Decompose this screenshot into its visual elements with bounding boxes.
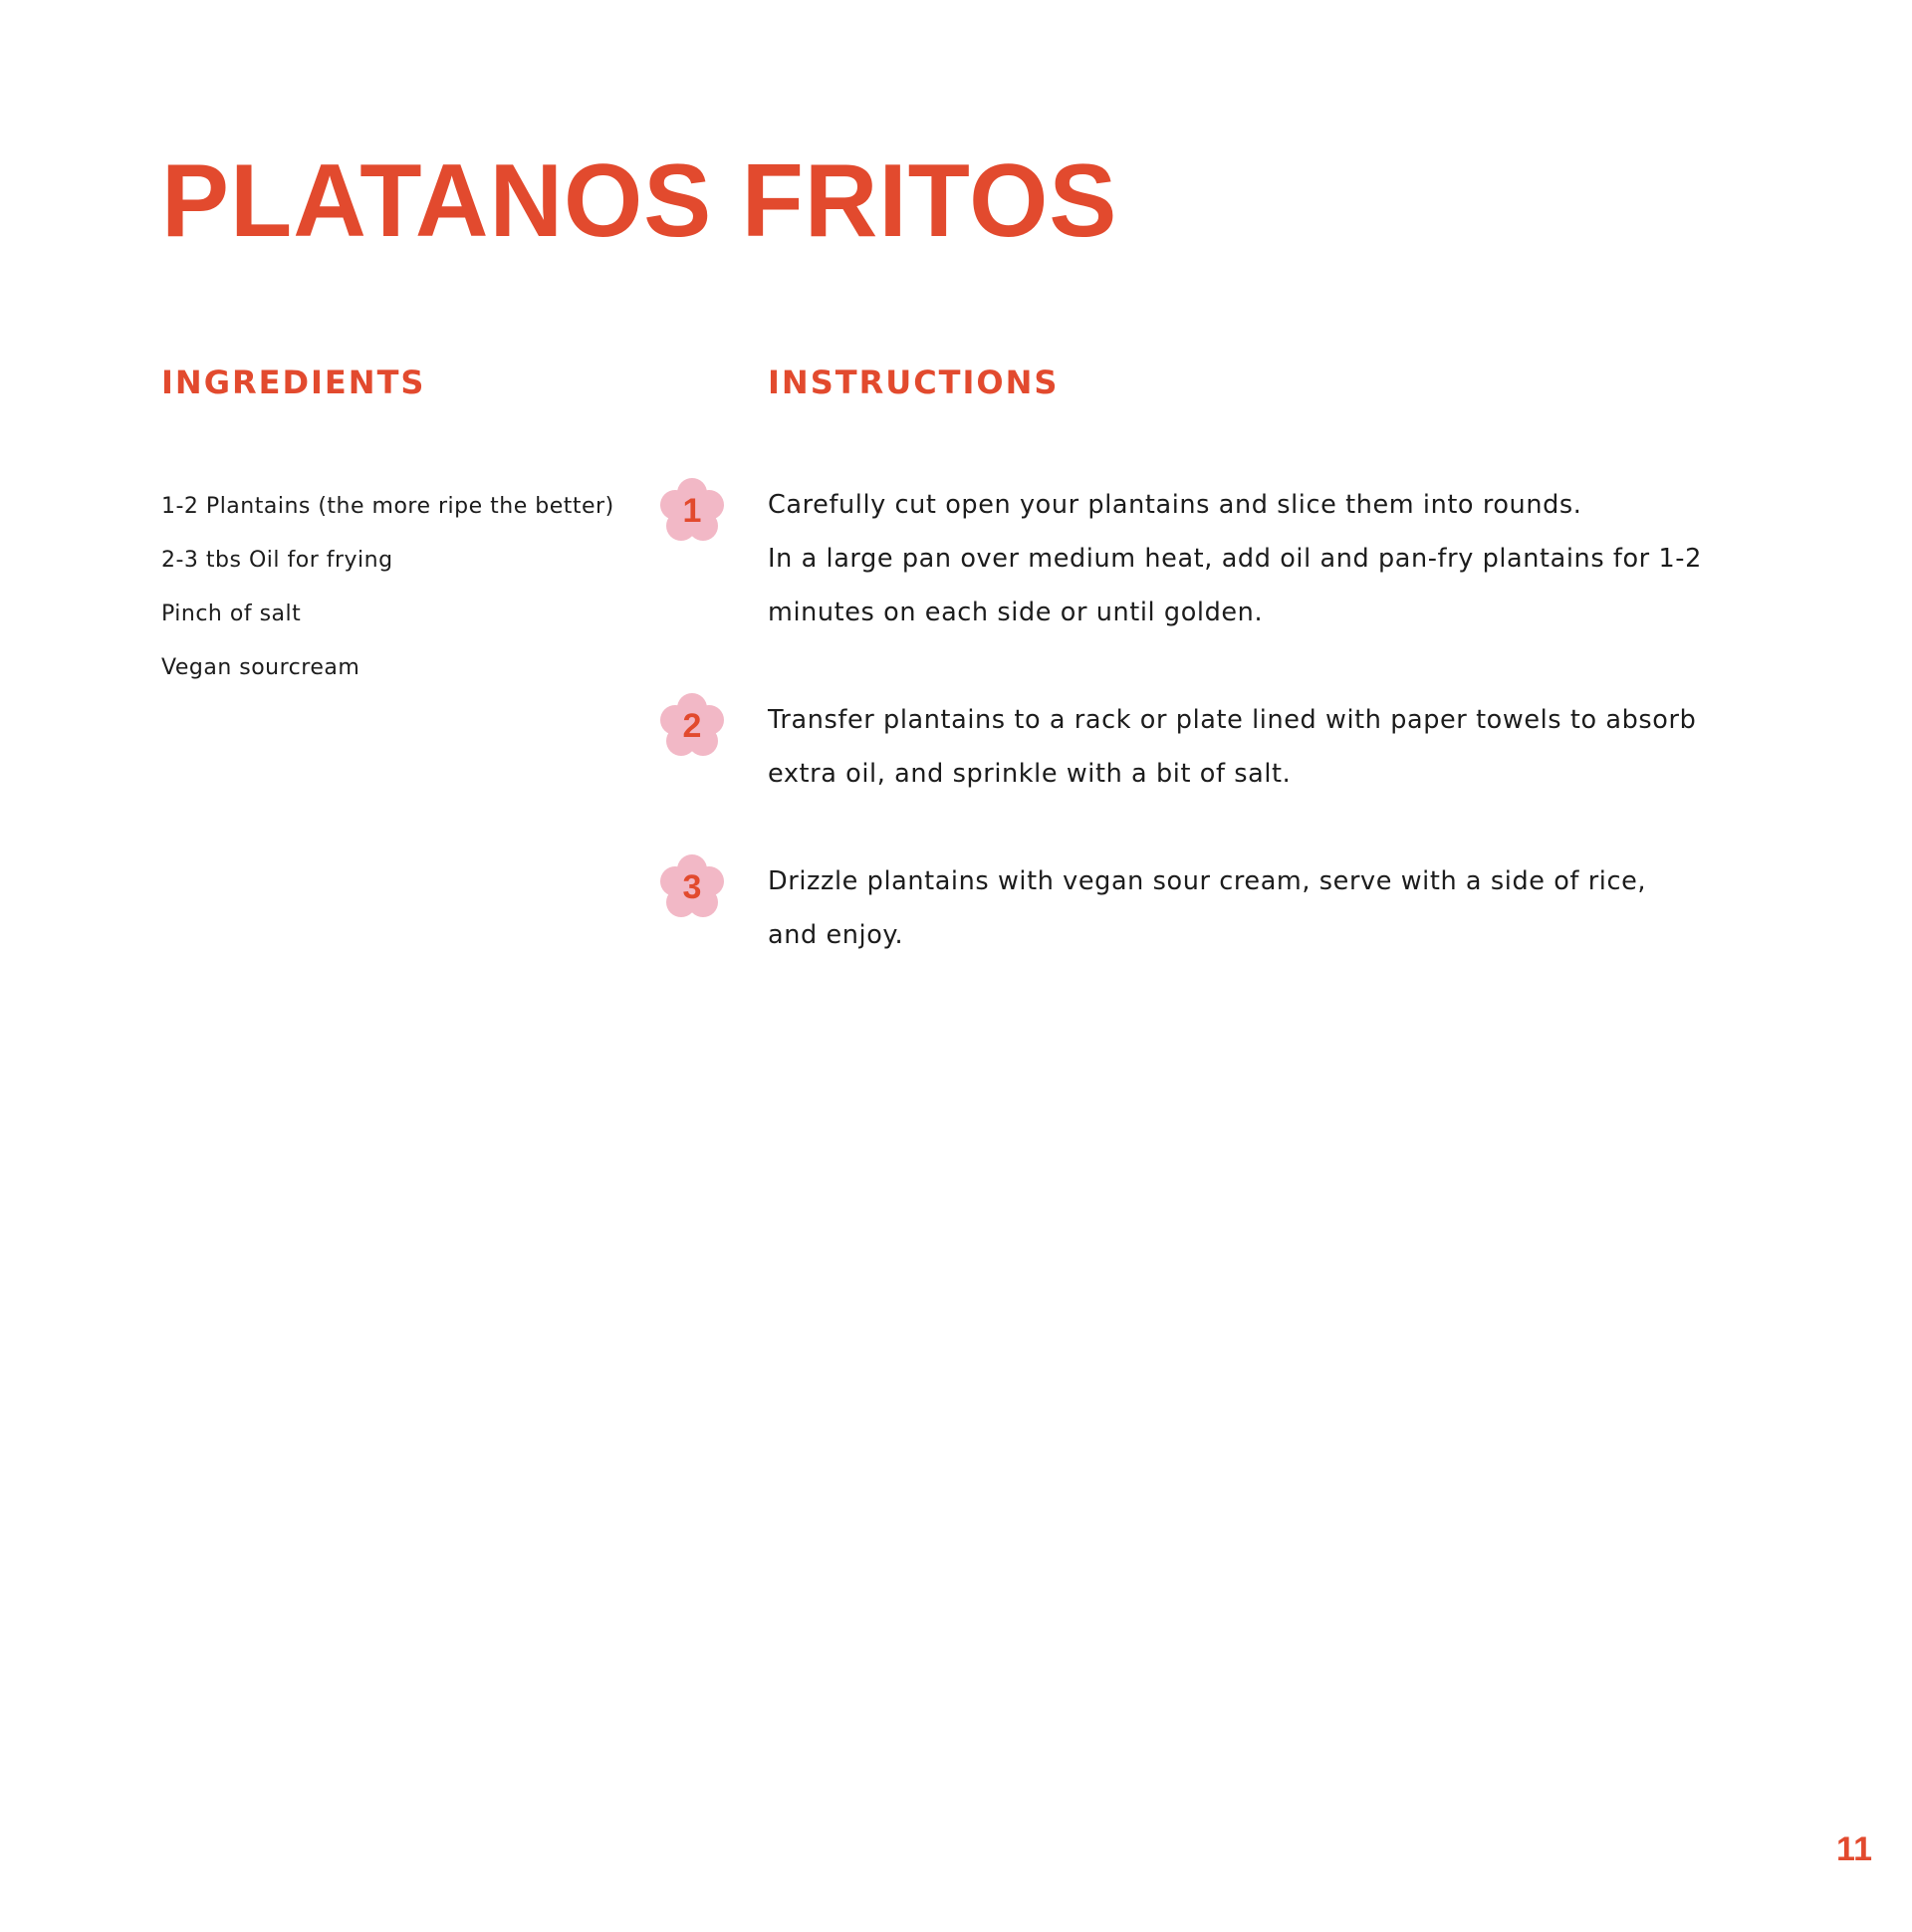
step-line: extra oil, and sprinkle with a bit of salt. xyxy=(768,759,1292,789)
recipe-title: PLATANOS FRITOS xyxy=(161,143,1118,259)
step-line: and enjoy. xyxy=(768,920,904,950)
flower-badge-icon xyxy=(659,478,725,544)
step-line: Carefully cut open your plantains and slice them into rounds. xyxy=(768,490,1582,520)
instructions-heading: INSTRUCTIONS xyxy=(768,363,1060,401)
step-text xyxy=(768,478,1704,639)
step-text xyxy=(768,693,1704,801)
ingredients-heading: INGREDIENTS xyxy=(161,363,426,401)
step-line: Drizzle plantains with vegan sour cream, serve with a side of rice, xyxy=(768,866,1647,896)
flower-badge-icon xyxy=(659,693,725,759)
step-line: minutes on each side or until golden. xyxy=(768,598,1264,627)
step-number: 3 xyxy=(682,868,702,906)
ingredients-list xyxy=(161,480,614,695)
step-line: In a large pan over medium heat, add oil and pan-fry plantains for 1-2 xyxy=(768,544,1702,574)
ingredient-item: 1-2 Plantains (the more ripe the better) xyxy=(161,494,614,519)
step-text xyxy=(768,854,1704,962)
step-line: Transfer plantains to a rack or plate lined with paper towels to absorb xyxy=(768,705,1697,735)
ingredient-item: 2-3 tbs Oil for frying xyxy=(161,548,393,573)
flower-badge-icon xyxy=(659,854,725,920)
ingredient-item: Vegan sourcream xyxy=(161,655,360,680)
page-number: 11 xyxy=(1836,1830,1872,1868)
step-number: 1 xyxy=(682,492,702,530)
step-number: 2 xyxy=(682,707,702,745)
ingredient-item: Pinch of salt xyxy=(161,602,302,626)
